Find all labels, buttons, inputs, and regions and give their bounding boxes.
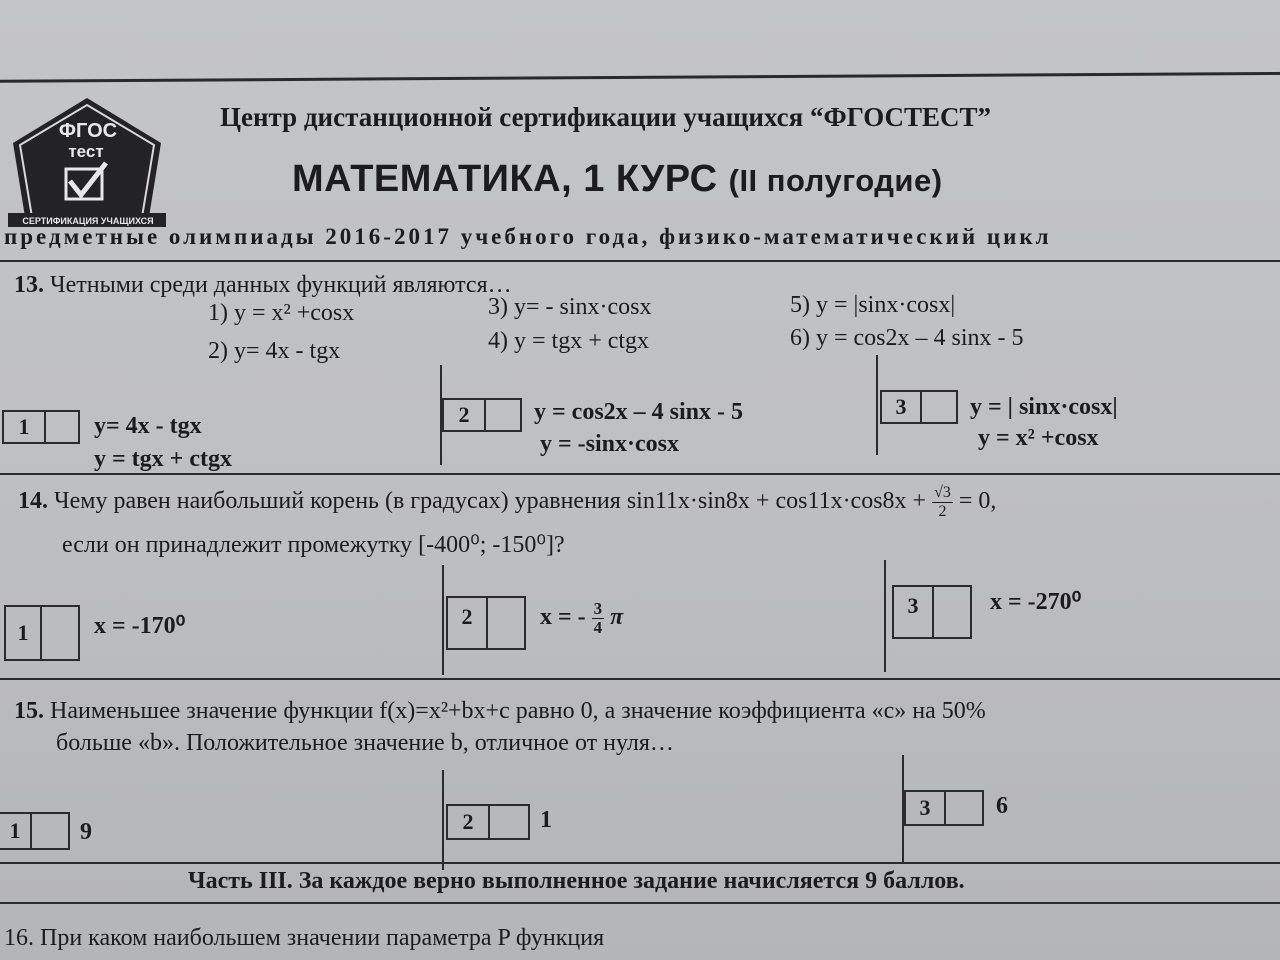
q15-answer-box-3-number: 3: [906, 792, 946, 824]
q13-separator-2: [876, 355, 878, 455]
divider-q16: [0, 902, 1280, 904]
q13-option-2: 2) y= 4x - tgx: [208, 338, 341, 364]
q14-answer-box-3-field[interactable]: [934, 587, 970, 637]
q14-answer-box-3-number: 3: [894, 587, 934, 637]
q14-answer-3: x = -270⁰: [990, 589, 1082, 615]
q15-answer-box-1[interactable]: [0, 812, 70, 850]
q13-option-3: 3) y= - sinx·cosx: [488, 294, 652, 320]
q14-fraction-denominator: 2: [938, 503, 947, 520]
divider-q14-q15: [0, 678, 1280, 680]
q13-answer-3-line2: y = x² +cosx: [978, 425, 1099, 451]
q14-answer-box-1-field[interactable]: [42, 607, 78, 659]
main-title-suffix: (II полугодие): [728, 163, 943, 198]
q13-answer-box-3[interactable]: [880, 390, 958, 424]
q14-answer-box-2[interactable]: [446, 596, 526, 650]
q13-answer-box-2-field[interactable]: [486, 400, 520, 430]
q13-answer-1-line2: y = tgx + ctgx: [94, 446, 232, 472]
q14-fraction-numerator: √3: [934, 484, 951, 501]
part3-heading: Часть III. За каждое верно выполненное задание начисляется 9 баллов.: [188, 868, 965, 894]
q13-question: [14, 272, 512, 299]
q15-answer-box-2-number: 2: [448, 806, 490, 838]
q14-fraction: [932, 484, 953, 521]
main-title-text: МАТЕМАТИКА, 1 КУРС: [292, 158, 718, 200]
q13-answer-box-1[interactable]: [2, 410, 80, 444]
q15-answer-2: 1: [540, 807, 552, 833]
svg-text:СЕРТИФИКАЦИЯ УЧАЩИХСЯ: СЕРТИФИКАЦИЯ УЧАЩИХСЯ: [22, 216, 154, 226]
q14-answer-box-1-number: 1: [6, 607, 42, 659]
q14-answer-box-2-number: 2: [448, 598, 488, 648]
q15-text-line2: больше «b». Положительное значение b, отличное от нуля…: [56, 730, 674, 756]
q13-answer-box-1-number: 1: [4, 412, 46, 442]
q15-answer-box-2-field[interactable]: [490, 806, 528, 838]
q14-text: Чему равен наибольший корень (в градусах) уравнения sin11x·sin8x + cos11x·cos8x +: [54, 488, 927, 515]
q13-answer-box-2[interactable]: [442, 398, 522, 432]
q13-option-1: 1) y = x² +cosx: [208, 300, 355, 326]
center-title: Центр дистанционной сертификации учащихся “ФГОСТЕСТ”: [220, 102, 992, 132]
q15-text: Наименьшее значение функции f(x)=x²+bx+c равно 0, а значение коэффициента «c» на 50%: [50, 698, 986, 724]
q14-text-end: = 0,: [958, 488, 997, 515]
q15-number: 15.: [14, 698, 44, 724]
q14-answer-2-pi: π: [610, 604, 624, 631]
q13-answer-box-1-field[interactable]: [46, 412, 78, 442]
q15-answer-box-1-number: 1: [0, 814, 32, 848]
q14-answer-2-denominator: 4: [593, 618, 603, 637]
q13-number: 13.: [14, 272, 44, 298]
q14-answer-box-3[interactable]: [892, 585, 972, 639]
q13-option-5: 5) y = |sinx·cosx|: [790, 292, 956, 318]
q15-separator-1: [442, 770, 444, 870]
q13-answer-3-line1: y = | sinx·cosx|: [970, 394, 1118, 420]
q13-answer-box-2-number: 2: [444, 400, 486, 430]
divider-part3: [0, 862, 1280, 864]
q14-answer-2: [540, 600, 623, 637]
olympiad-subtitle: предметные олимпиады 2016-2017 учебного года, физико-математический цикл: [4, 224, 1052, 249]
q15-answer-3: 6: [996, 793, 1008, 819]
q14-answer-box-1[interactable]: [4, 605, 80, 661]
fgos-test-logo: [8, 95, 166, 230]
q16-partial-text: 16. При каком наибольшем значении параметра P функция: [4, 925, 605, 951]
q14-answer-box-2-field[interactable]: [488, 598, 524, 648]
q13-answer-box-3-number: 3: [882, 392, 922, 422]
divider-q13-q14: [0, 473, 1280, 475]
q14-answer-2-prefix: x = -: [540, 604, 586, 631]
q15-answer-box-3-field[interactable]: [946, 792, 982, 824]
q15-question: [14, 698, 986, 725]
q15-answer-box-3[interactable]: [904, 790, 984, 826]
q13-text: Четными среди данных функций являются…: [50, 272, 512, 298]
q14-text-line2: если он принадлежит промежутку [-400⁰; -150⁰]?: [62, 532, 565, 558]
q14-answer-2-fraction: [592, 600, 605, 637]
main-title: [292, 158, 943, 201]
svg-text:ФГОС: ФГОС: [58, 120, 118, 142]
divider-top: [0, 260, 1280, 262]
q14-separator-2: [884, 560, 886, 672]
svg-text:тест: тест: [68, 142, 104, 161]
q15-answer-box-1-field[interactable]: [32, 814, 68, 848]
q13-answer-box-3-field[interactable]: [922, 392, 956, 422]
q13-answer-1-line1: y= 4x - tgx: [94, 413, 202, 439]
q14-number: 14.: [18, 488, 48, 515]
q14-answer-1: x = -170⁰: [94, 613, 186, 639]
q13-option-6: 6) y = cos2x – 4 sinx - 5: [790, 325, 1024, 351]
q14-separator-1: [442, 565, 444, 675]
q14-question: [18, 484, 996, 521]
q15-answer-1: 9: [80, 819, 92, 845]
q13-option-4: 4) y = tgx + ctgx: [488, 328, 650, 354]
q13-answer-2-line1: y = cos2x – 4 sinx - 5: [534, 399, 744, 425]
q13-answer-2-line2: y = -sinx·cosx: [540, 431, 680, 457]
q14-answer-2-numerator: 3: [593, 599, 603, 618]
q15-answer-box-2[interactable]: [446, 804, 530, 840]
